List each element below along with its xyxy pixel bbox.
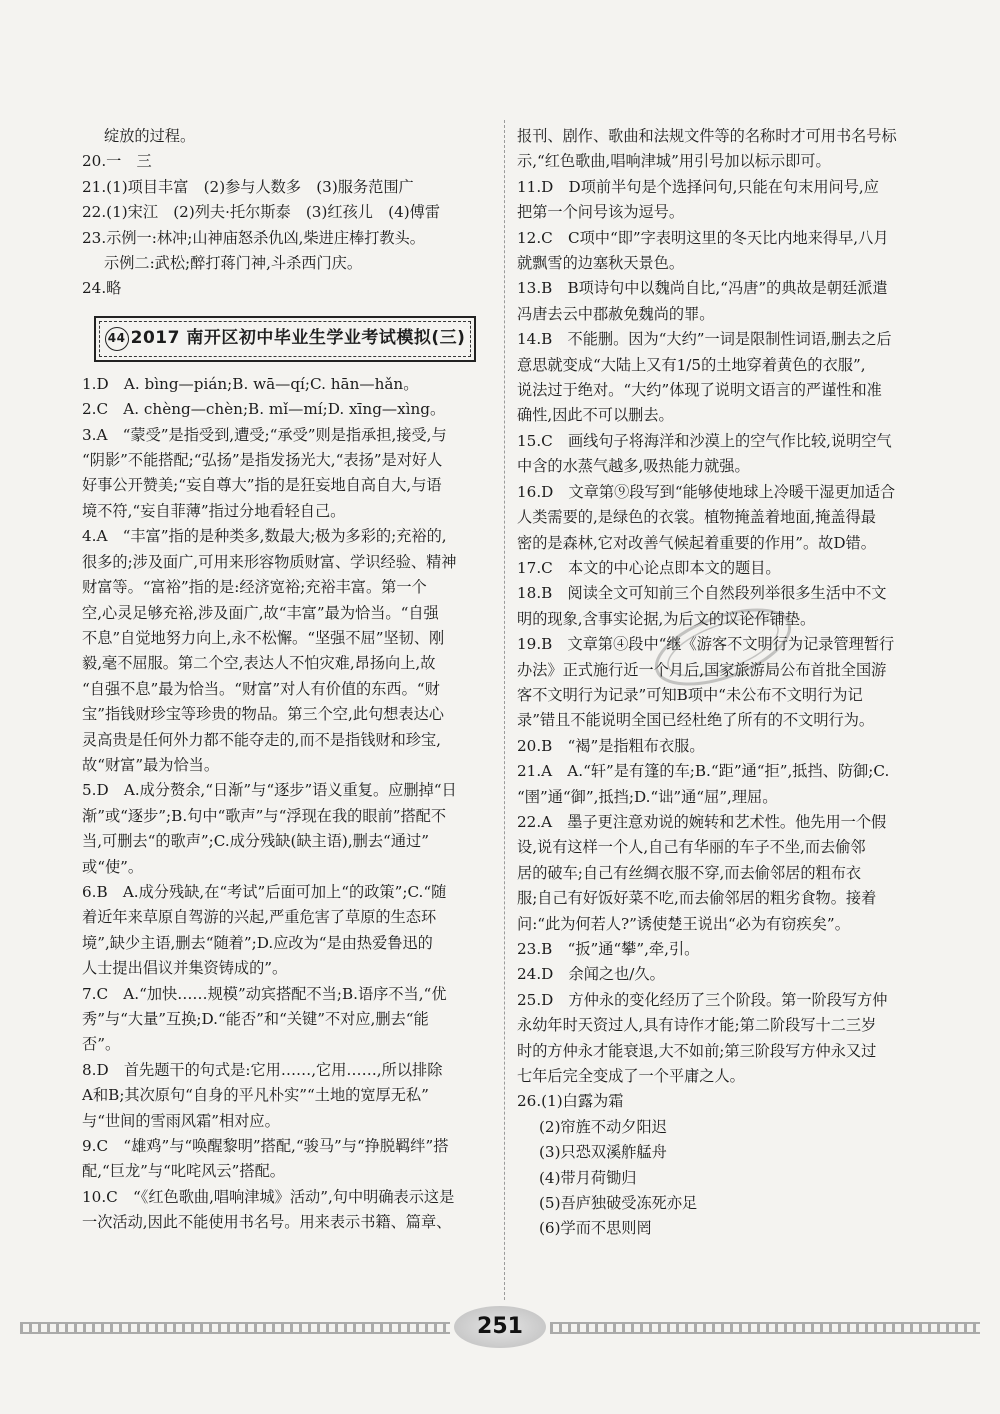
left-line: 毅,毫不屈服。第二个空,表达人不怕灾难,昂扬向上,故 — [82, 654, 436, 673]
left-line: 22.(1)宋江 (2)列夫·托尔斯泰 (3)红孩儿 (4)傅雷 — [82, 203, 441, 222]
right-line: “圉”通“御”,抵挡;D.“诎”通“屈”,理屈。 — [517, 787, 778, 806]
left-line: 10.C “《红色歌曲,唱响津城》活动”,句中明确表示这是 — [82, 1187, 455, 1206]
right-line: 就飘雪的边塞秋天景色。 — [517, 254, 685, 273]
right-line: 22.A 墨子更注意劝说的婉转和艺术性。他先用一个假 — [517, 812, 887, 831]
left-line: 6.B A.成分残缺,在“考试”后面可加上“的政策”;C.“随 — [82, 882, 447, 901]
right-lines — [517, 124, 937, 1242]
left-line: 一次活动,因此不能使用书名号。用来表示书籍、篇章、 — [82, 1213, 452, 1232]
left-line: 与“世间的雪雨风霜”相对应。 — [82, 1111, 280, 1130]
left-line: 不息”自觉地努力向上,永不松懈。“坚强不屈”坚韧、刚 — [82, 628, 445, 647]
right-line: 录”错且不能说明全国已经杜绝了所有的不文明行为。 — [517, 711, 875, 730]
right-line: 办法》正式施行近一个月后,国家旅游局公布首批全国游 — [517, 660, 887, 679]
left-line: 8.D 首先题干的句式是:它用……,它用……,所以排除 — [82, 1060, 443, 1079]
left-line: 着近年来草原自驾游的兴起,严重危害了草原的生态环 — [82, 908, 437, 927]
right-line: 11.D D项前半句是个选择问句,只能在句末用问号,应 — [517, 177, 879, 196]
right-line: 15.C 画线句子将海洋和沙漠上的空气作比较,说明空气 — [517, 431, 892, 450]
left-line: 秀”与“大量”互换;D.“能否”和“关键”不对应,删去“能 — [82, 1010, 429, 1028]
right-line: (5)吾庐独破受冻死亦足 — [539, 1194, 698, 1213]
right-line: 七年后完全变成了一个平庸之人。 — [517, 1067, 745, 1086]
left-line: 渐”或“逐步”;B.句中“歌声”与“浮现在我的眼前”搭配不 — [82, 806, 447, 825]
page-number: 251 — [454, 1306, 546, 1348]
left-line: 空,心灵足够充裕,涉及面广,故“丰富”最为恰当。“自强 — [82, 603, 439, 622]
right-line: (2)帘旌不动夕阳迟 — [539, 1117, 667, 1136]
right-line: 时的方仲永才能衰退,大不如前;第三阶段写方仲永又过 — [517, 1041, 877, 1060]
left-line: 绽放的过程。 — [104, 127, 196, 145]
right-line: 居的破车;自己有丝绸衣服不穿,而去偷邻居的粗布衣 — [517, 863, 862, 882]
right-line: 12.C C项中“即”字表明这里的冬天比内地来得早,八月 — [517, 228, 889, 247]
section-number: 44 — [105, 327, 129, 351]
right-line: 20.B “褐”是指粗布衣服。 — [517, 736, 705, 755]
left-line: 5.D A.成分赘余,“日渐”与“逐步”语义重复。应删掉“日 — [82, 781, 457, 800]
right-line: 16.D 文章第⑨段写到“能够使地球上冷暖干湿更加适合 — [517, 482, 896, 501]
right-line: 把第一个问号该为逗号。 — [517, 203, 685, 222]
right-line: (6)学而不思则罔 — [539, 1219, 652, 1238]
right-column — [517, 124, 937, 1242]
left-line: 1.D A. bìng—pián;B. wā—qí;C. hān—hǎn。 — [82, 374, 419, 393]
left-line: 否”。 — [82, 1035, 121, 1054]
right-line: 13.B B项诗句中以魏尚自比,“冯唐”的典故是朝廷派遣 — [517, 279, 888, 298]
right-line: 19.B 文章第④段中“继《游客不文明行为记录管理暂行 — [517, 635, 895, 654]
right-line: 意思就变成“大陆上又有1/5的土地穿着黄色的衣服”, — [517, 355, 866, 374]
left-line: 人士提出倡议并集资铸成的”。 — [82, 959, 288, 978]
left-line: 3.A “蒙受”是指受到,遭受;“承受”则是指承担,接受,与 — [82, 425, 447, 444]
left-line: 2.C A. chèng—chèn;B. mǐ—mí;D. xīng—xìng。 — [82, 400, 446, 419]
left-line: 境不符,“妄自菲薄”指过分地看轻自己。 — [82, 501, 346, 520]
footer-ornament-left — [20, 1322, 450, 1334]
left-line: 当,可删去“的歌声”;C.成分残缺(缺主语),删去“通过” — [82, 832, 429, 851]
right-line: 确性,因此不可以删去。 — [517, 406, 674, 425]
right-line: 报刊、剧作、歌曲和法规文件等的名称时才可用书名号标 — [517, 127, 897, 145]
right-line: 说法过于绝对。“大约”体现了说明文语言的严谨性和准 — [517, 381, 882, 400]
right-line: 26.(1)白露为霜 — [517, 1092, 624, 1111]
section-header-box — [94, 316, 476, 362]
right-line: 密的是森林,它对改善气候起着重要的作用”。故D错。 — [517, 533, 876, 552]
right-line: 示,“红色歌曲,唱响津城”用引号加以标示即可。 — [517, 152, 831, 171]
left-column — [82, 124, 492, 1236]
column-divider — [504, 120, 505, 1300]
right-line: 问:“此为何若人?”诱使楚王说出“必为有窃疾矣”。 — [517, 914, 850, 933]
right-line: 14.B 不能删。因为“大约”一词是限制性词语,删去之后 — [517, 330, 892, 349]
left-line: 20.一 三 — [82, 152, 152, 171]
left-line: A和B;其次原句“自身的平凡朴实”“土地的宽厚无私” — [82, 1086, 429, 1105]
right-line: 客不文明行为记录”可知B项中“未公布不文明行为记 — [517, 685, 863, 704]
right-line: 中含的水蒸气越多,吸热能力就强。 — [517, 457, 750, 476]
right-line: 冯唐去云中郡赦免魏尚的罪。 — [517, 304, 715, 323]
left-line: 宝”指钱财珍宝等珍贵的物品。第三个空,此句想表达心 — [82, 705, 444, 724]
right-line: 永幼年时天资过人,具有诗作才能;第二阶段写十二三岁 — [517, 1016, 877, 1035]
right-line: 23.B “扳”通“攀”,牵,引。 — [517, 940, 700, 958]
right-line: (3)只恐双溪舴艋舟 — [539, 1143, 667, 1162]
left-lines-after — [82, 372, 492, 1236]
right-line: 25.D 方仲永的变化经历了三个阶段。第一阶段写方仲 — [517, 990, 888, 1009]
left-line: 示例二:武松;醉打蒋门神,斗杀西门庆。 — [104, 254, 363, 273]
left-line: 故“财富”最为恰当。 — [82, 755, 220, 774]
left-line: 或“使”。 — [82, 857, 144, 876]
left-line: 9.C “雄鸡”与“唤醒黎明”搭配,“骏马”与“挣脱羁绊”搭 — [82, 1137, 449, 1156]
right-line: 24.D 余闻之也/久。 — [517, 965, 665, 984]
footer-ornament-right — [550, 1322, 980, 1334]
right-line: (4)带月荷锄归 — [539, 1168, 637, 1187]
left-line: 灵高贵是任何外力都不能夺走的,而不是指钱财和珍宝, — [82, 730, 441, 749]
left-line: 7.C A.“加快……规模”动宾搭配不当;B.语序不当,“优 — [82, 984, 447, 1003]
left-line: 好事公开赞美;“妄自尊大”指的是狂妄地自高自大,与语 — [82, 476, 442, 495]
right-line: 明的现象,含事实论据,为后文的议论作铺垫。 — [517, 609, 816, 628]
left-line: 23.示例一:林冲;山神庙怒杀仇凶,柴进庄棒打教头。 — [82, 228, 425, 247]
right-line: 服;自己有好饭好菜不吃,而去偷邻居的粗劣食物。接着 — [517, 889, 877, 908]
right-line: 21.A A.“轩”是有篷的车;B.“距”通“拒”,抵挡、防御;C. — [517, 762, 890, 781]
section-header — [99, 321, 471, 357]
left-line: “自强不息”最为恰当。“财富”对人有价值的东西。“财 — [82, 679, 440, 698]
left-lines-before — [82, 124, 492, 302]
left-line: 境”,缺少主语,删去“随着”;D.应改为“是由热爱鲁迅的 — [82, 933, 433, 952]
left-line: “阴影”不能搭配;“弘扬”是指发扬光大,“表扬”是对好人 — [82, 451, 443, 470]
left-line: 财富等。“富裕”指的是:经济宽裕;充裕丰富。第一个 — [82, 578, 427, 597]
right-line: 人类需要的,是绿色的衣裳。植物掩盖着地面,掩盖得最 — [517, 508, 876, 527]
left-line: 配,“巨龙”与“叱咤风云”搭配。 — [82, 1162, 285, 1181]
right-line: 17.C 本文的中心论点即本文的题目。 — [517, 558, 781, 577]
left-line: 4.A “丰富”指的是种类多,数最大;极为多彩的;充裕的, — [82, 527, 447, 546]
right-line: 设,说有这样一个人,自己有华丽的车子不坐,而去偷邻 — [517, 838, 866, 857]
left-line: 24.略 — [82, 279, 122, 298]
right-line: 18.B 阅读全文可知前三个自然段列举很多生活中不文 — [517, 584, 887, 603]
section-title: 2017 南开区初中毕业生学业考试模拟(三) — [130, 328, 466, 349]
left-line: 很多的;涉及面广,可用来形容物质财富、学识经验、精神 — [82, 552, 457, 571]
left-line: 21.(1)项目丰富 (2)参与人数多 (3)服务范围广 — [82, 177, 414, 196]
